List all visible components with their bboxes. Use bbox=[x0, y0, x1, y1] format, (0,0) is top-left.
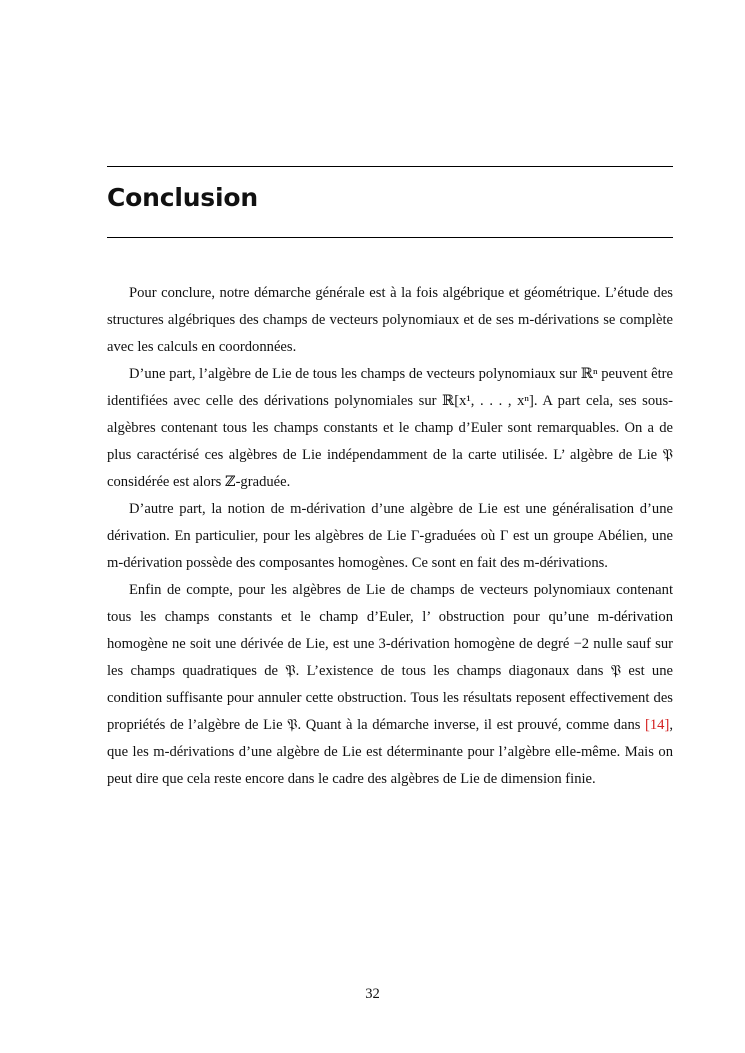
paragraph-m-derivation: D’autre part, la notion de m-dérivation d’une algèbre de Lie est une généralisation d’une dérivation. En particulier, pour les algèbres de Lie Γ-graduées où Γ est un groupe Abélien, une m-dérivation possède des composantes homogènes. Ce sont en fait des m-dérivations. bbox=[107, 501, 673, 571]
paragraph-obstruction bbox=[107, 577, 673, 793]
citation-link[interactable]: [14] bbox=[645, 717, 670, 733]
chapter-title: Conclusion bbox=[107, 183, 258, 212]
chapter-rule-bottom bbox=[107, 237, 673, 238]
paragraph-obstruction-text-start: Enfin de compte, pour les algèbres de Lie de champs de vecteurs polynomiaux contenant tous les champs constants et le champ d’Euler, l’ obstruction pour qu’une m-dérivation homogène ne soit une dérivée de Lie, est une 3-dérivation homogène de degré −2 nulle sauf sur les champs quadratiques de 𝔓. L’existence de tous les champs diagonaux dans 𝔓 est une condition suffisante pour annuler cette obstruction. Tous les résultats reposent effectivement des propriétés de l’algèbre de Lie 𝔓. Quant à la démarche inverse, il est prouvé, comme dans bbox=[107, 582, 673, 733]
paragraph-obstruction-text-end: , que les m-dérivations d’une algèbre de Lie est déterminante pour l’algèbre elle-même. Mais on peut dire que cela reste encore dans le cadre des algèbres de Lie de dimension finie. bbox=[107, 717, 673, 787]
paragraph-intro: Pour conclure, notre démarche générale est à la fois algébrique et géométrique. L’étude des structures algébriques des champs de vecteurs polynomiaux et de ses m-dérivations se complète avec les calculs en coordonnées. bbox=[107, 285, 673, 355]
chapter-rule-top bbox=[107, 166, 673, 167]
conclusion-body bbox=[107, 280, 673, 793]
page-number: 32 bbox=[365, 986, 380, 1002]
paragraph-lie-algebra: D’une part, l’algèbre de Lie de tous les champs de vecteurs polynomiaux sur ℝⁿ peuvent être identifiées avec celle des dérivations polynomiales sur ℝ[x¹, . . . , xⁿ]. A part cela, ses sous-algèbres contenant tous les champs constants et le champ d’Euler sont remarquables. On a de plus caractérisé ces algèbres de Lie indépendamment de la carte utilisée. L’ algèbre de Lie 𝔓 considérée est alors ℤ-graduée. bbox=[107, 366, 673, 490]
